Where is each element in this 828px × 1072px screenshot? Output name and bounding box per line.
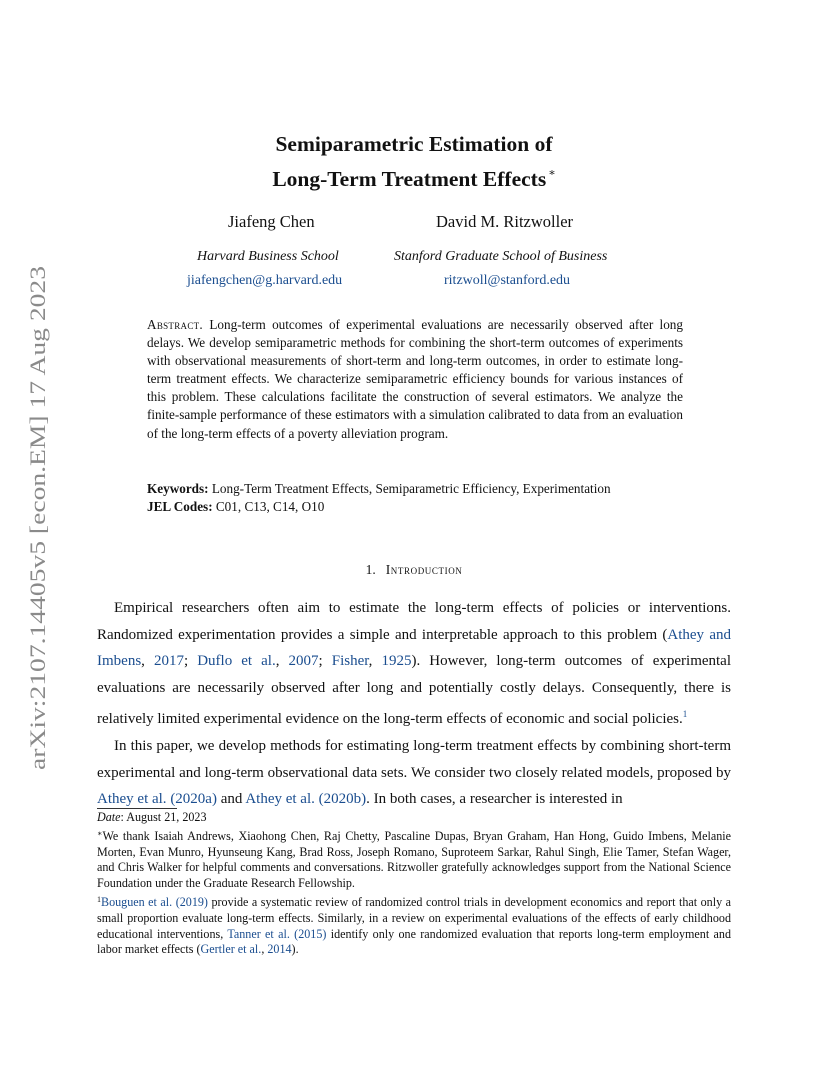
footnote-1-mark: 1 <box>97 894 101 904</box>
paper-title-line2-text: Long-Term Treatment Effects <box>272 167 547 191</box>
paper-title-line2 <box>0 159 828 194</box>
author-name-2: David M. Ritzwoller <box>436 212 574 231</box>
sep: , <box>275 653 289 670</box>
author-email-2[interactable]: ritzwoll@stanford.edu <box>444 273 571 288</box>
intro-paragraph-1 <box>97 595 731 733</box>
citation-fisher-year[interactable]: 1925 <box>381 653 412 670</box>
citation-gertler-year[interactable]: 2014 <box>267 942 292 957</box>
citation-athey-2020b-year[interactable]: (2020b) <box>318 791 367 808</box>
intro-p1-text-a: Empirical researchers often aim to estimate the long-term effects of policies or interventions. Randomized experimentation provides a simple and interpretable approach to this problem ( <box>97 600 731 643</box>
intro-p2-text-b: . In both cases, a researcher is interested in <box>366 791 623 808</box>
keywords-text: Long-Term Treatment Effects, Semiparametric Efficiency, Experimentation <box>211 481 611 496</box>
intro-p2-text-a: In this paper, we develop methods for estimating long-term treatment effects by combining short-term experimental and long-term observational data sets. We consider two closely related models, proposed by <box>97 737 731 781</box>
sep: , <box>141 653 154 670</box>
author-affiliation-1: Harvard Business School <box>197 249 339 264</box>
citation-athey-2020b[interactable]: Athey et al. <box>245 791 315 808</box>
keywords-block <box>147 480 707 516</box>
footnote-1-text-b: identify only one randomized evaluation that reports long-term employment and labor market effects ( <box>97 926 731 957</box>
abstract <box>147 316 683 443</box>
footnote-1-end: ). <box>291 942 299 957</box>
abstract-text: Long-term outcomes of experimental evaluations are necessarily observed after long delays. We develop semiparametric methods for combining the short-term outcomes of experiments with observational measurements of short-term and long-term outcomes, in order to estimate long-term treatment effects. We characterize semiparametric efficiency bounds for various instances of this problem. These calculations facilitate the construction of several estimators. We analyze the finite-sample performance of these estimators with a simulation calibrated to data from an evaluation of the long-term effects of a poverty alleviation program. <box>147 317 683 441</box>
author-affiliation-2: Stanford Graduate School of Business <box>394 249 608 264</box>
footnote-1-text-a: provide a systematic review of randomized control trials in development economics and report that only a small proportion evaluate long-term effects. Similarly, in a review on experimental evaluations of the effects of early childhood educational interventions, <box>97 894 732 941</box>
date-label: Date <box>97 810 121 824</box>
footnote-rule <box>97 808 177 809</box>
thanks-mark: ∗ <box>97 828 103 838</box>
citation-duflo-year[interactable]: 2007 <box>288 653 319 670</box>
sep: ; <box>183 653 198 670</box>
sep: and <box>216 791 246 808</box>
citation-athey-2020a-year[interactable]: (2020a) <box>170 791 217 808</box>
sep: , <box>368 653 382 670</box>
keywords-label: Keywords: <box>147 481 209 496</box>
citation-athey-2020a[interactable]: Athey et al. <box>97 791 167 808</box>
sep: ; <box>318 653 332 670</box>
author-email-1[interactable]: jiafengchen@g.harvard.edu <box>187 273 343 288</box>
citation-duflo[interactable]: Duflo et al. <box>197 653 276 670</box>
jel-line <box>147 498 707 516</box>
citation-gertler[interactable]: Gertler et al. <box>200 942 262 957</box>
citation-tanner[interactable]: Tanner et al. (2015) <box>227 926 327 941</box>
citation-bouguen[interactable]: Bouguen et al. (2019) <box>101 894 208 909</box>
date-text: : August 21, 2023 <box>120 810 207 824</box>
title-block <box>0 130 828 194</box>
footnotes <box>97 810 731 958</box>
section-heading <box>0 562 828 578</box>
citation-athey-imbens[interactable]: Athey and Imbens <box>97 626 731 670</box>
jel-text: C01, C13, C14, O10 <box>215 499 325 514</box>
arxiv-id: arXiv:2107.14405v5 [econ.EM] 17 Aug 2023 <box>25 358 50 770</box>
intro-p1-text-b: ). However, long-term outcomes of experimental evaluations are necessarily observed after long and potentially costly delays. Consequently, there is relatively limited experimental evidence on the long-term effects of economic and social policies. <box>97 653 732 728</box>
footnote-ref-1[interactable]: 1 <box>682 709 688 720</box>
footnote-date <box>97 810 731 826</box>
section-number: 1. <box>365 562 376 577</box>
sep: , <box>261 942 268 957</box>
section-title: Introduction <box>385 562 463 577</box>
paper-title-line1: Semiparametric Estimation of <box>275 132 553 156</box>
footnote-thanks <box>97 826 731 892</box>
intro-paragraph-2 <box>97 733 731 813</box>
author-name-1: Jiafeng Chen <box>228 212 315 231</box>
citation-athey-imbens-year[interactable]: 2017 <box>153 653 184 670</box>
intro-body <box>97 595 731 813</box>
abstract-label: Abstract. <box>147 317 204 332</box>
arxiv-stamp <box>18 262 56 774</box>
keywords-line <box>147 480 707 498</box>
citation-fisher[interactable]: Fisher <box>331 653 369 670</box>
jel-label: JEL Codes: <box>147 499 213 514</box>
thanks-text: We thank Isaiah Andrews, Xiaohong Chen, Raj Chetty, Pascaline Dupas, Bryan Graham, Han Hong, Guido Imbens, Melanie Morten, Evan Munro, Hyunseung Kang, Brad Ross, Joseph Romano, Suproteem Sarkar, Rahul Singh, Elie Tamer, Stefan Wager, and Chris Walker for helpful comments and conversations. Ritzwoller gratefully acknowledges support from the National Science Foundation under the Graduate Research Fellowship. <box>97 828 731 891</box>
title-footnote-mark[interactable]: ∗ <box>548 167 556 179</box>
footnote-1 <box>97 892 731 958</box>
